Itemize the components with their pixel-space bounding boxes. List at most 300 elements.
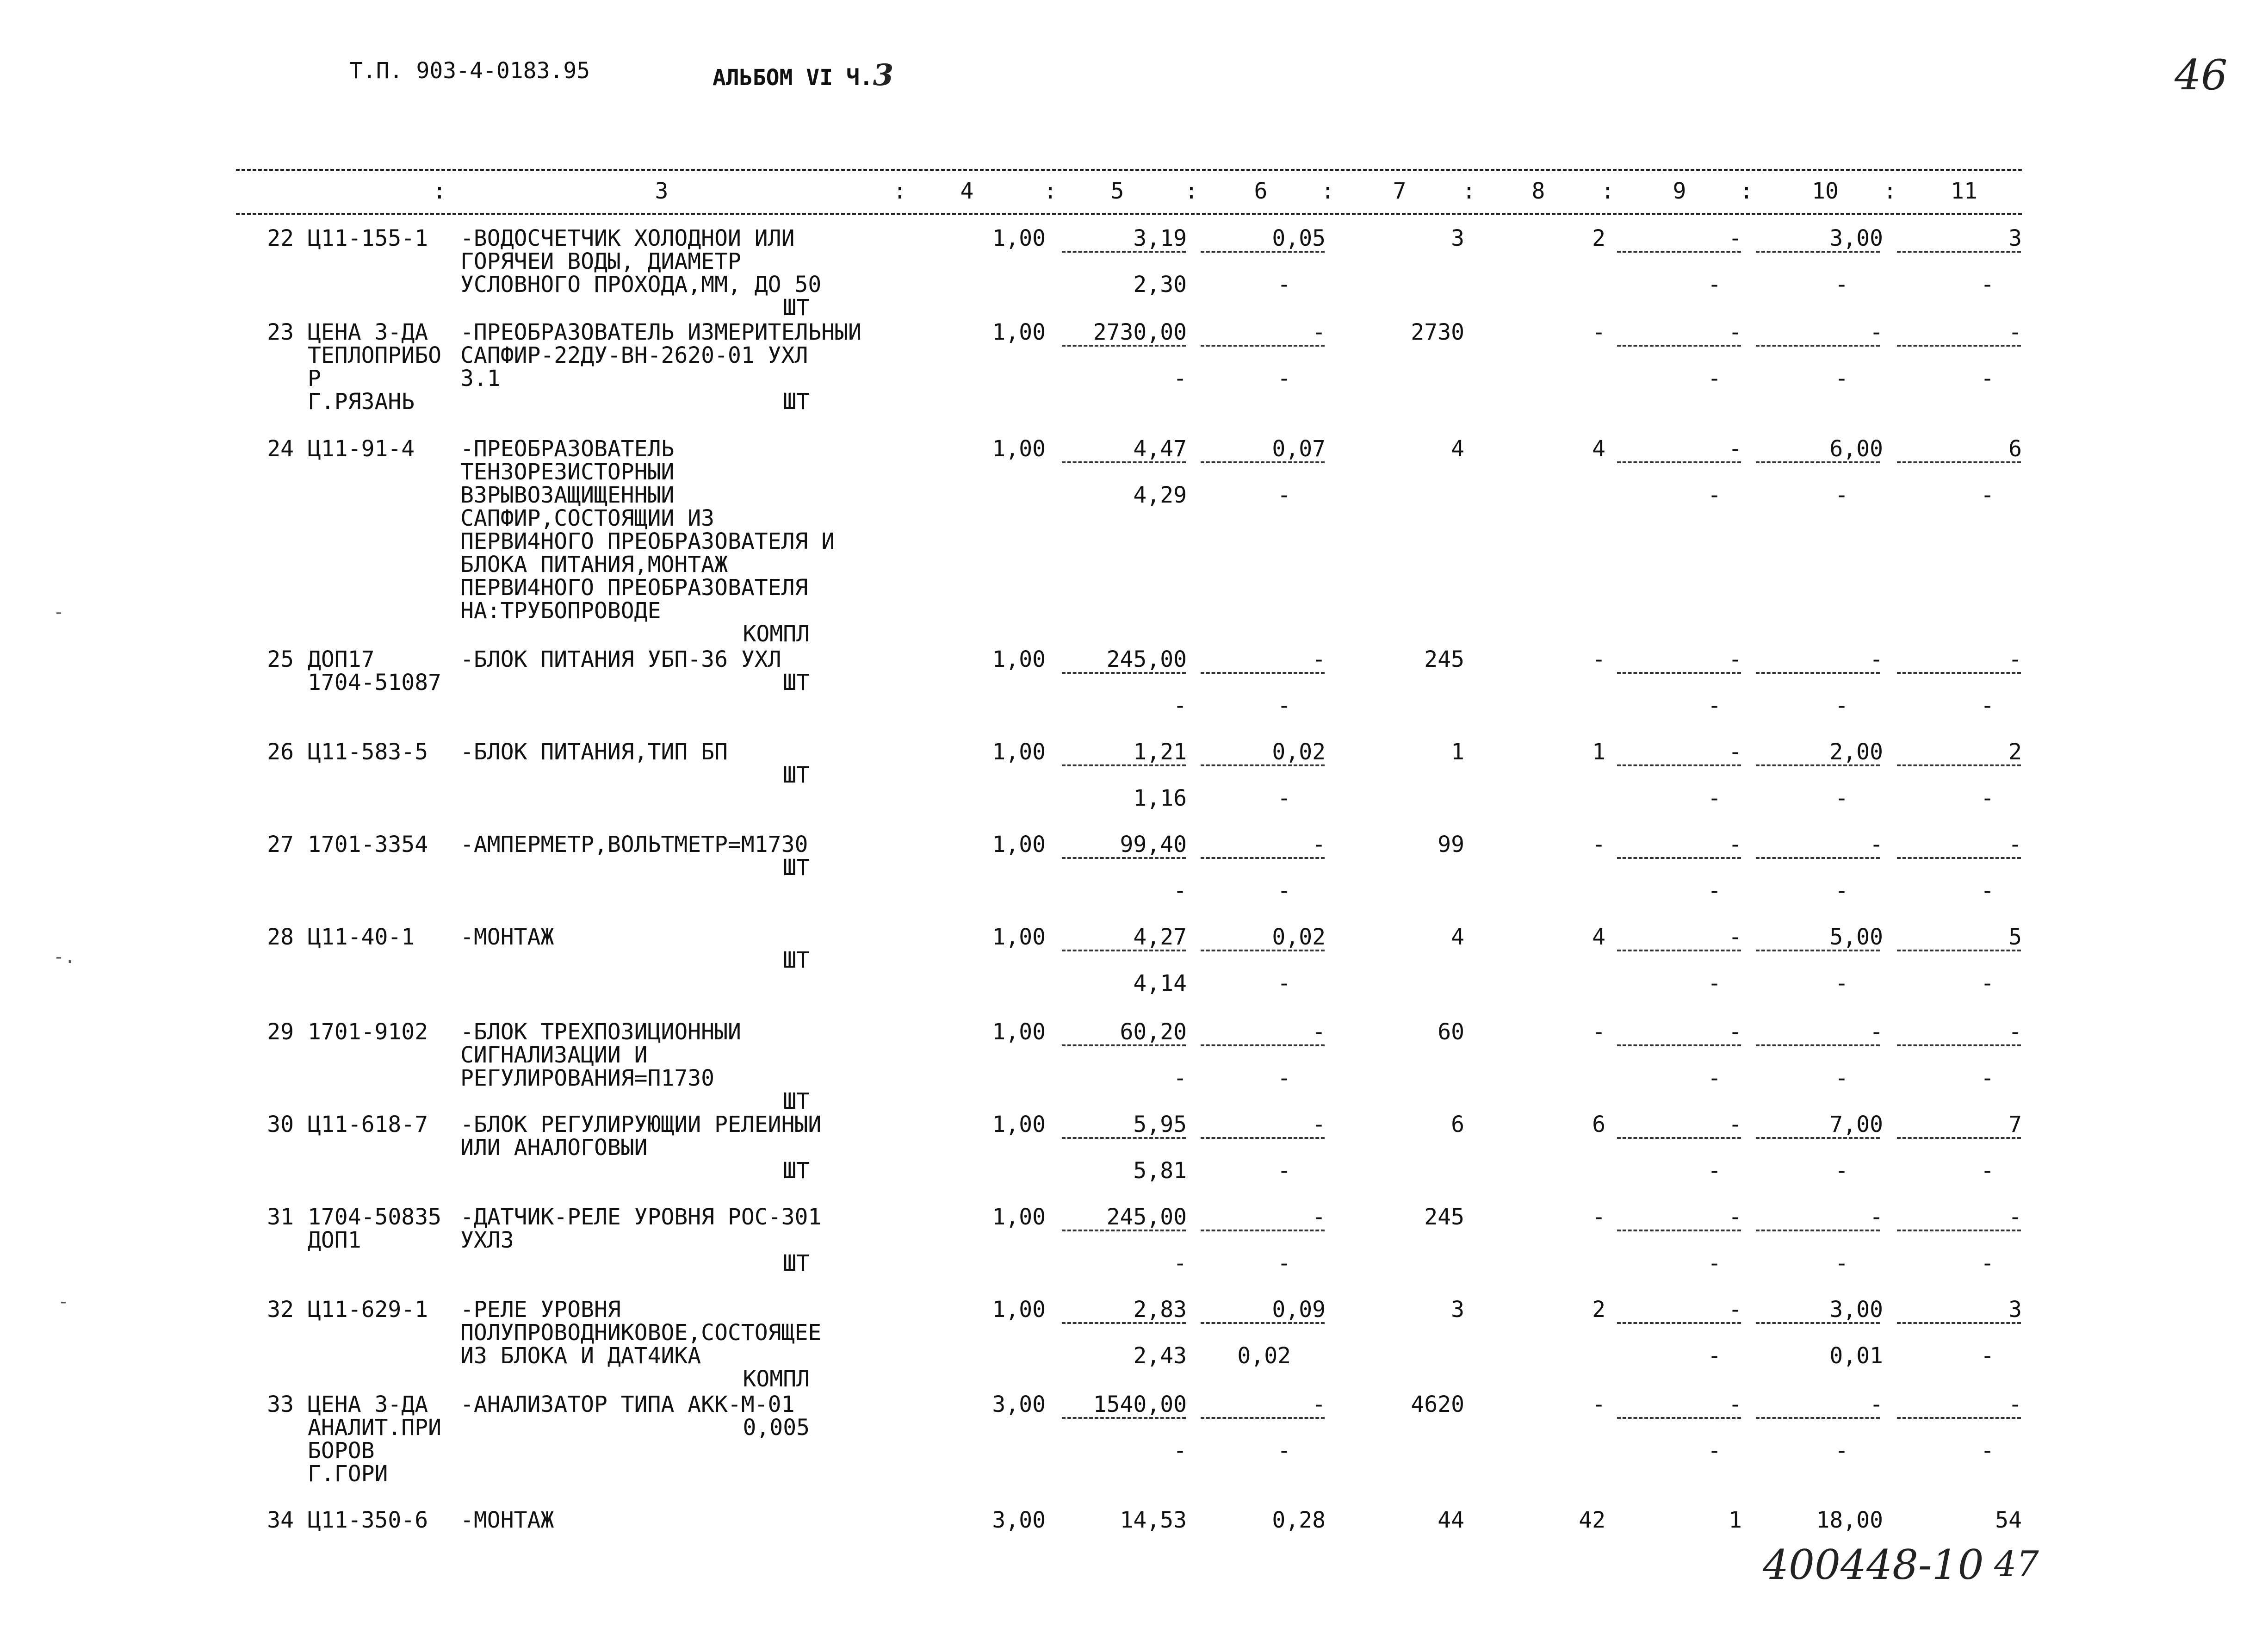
labor-hours-secondary: -	[1835, 878, 1848, 904]
item-description: ИЗ БЛОКА И ДАТ4ИКА	[460, 1343, 701, 1369]
total-cost: 99	[1438, 832, 1464, 857]
total-labor: 6	[2008, 436, 2022, 462]
quantity: 3,00	[992, 1392, 1046, 1417]
labor-hours: 2,00	[1829, 739, 1883, 765]
resource-code: 1701-3354	[308, 832, 428, 857]
machine-operation: -	[1729, 1019, 1742, 1045]
subtotal-dash-rule	[1201, 950, 1325, 951]
labor-hours: -	[1870, 1019, 1883, 1045]
item-description: -БЛОК ПИТАНИЯ,ТИП БП	[460, 739, 728, 765]
subtotal-dash-rule	[1062, 1417, 1186, 1419]
total-wages: -	[1592, 1204, 1605, 1230]
unit-price-secondary: -	[1173, 1250, 1187, 1276]
total-wages: 6	[1592, 1112, 1605, 1137]
unit-price: 60,20	[1120, 1019, 1187, 1045]
unit-of-measure: ШТ	[783, 855, 810, 881]
wage-secondary: -	[1277, 693, 1291, 719]
resource-code: Ц11-629-1	[308, 1297, 428, 1323]
unit-price-secondary: 4,29	[1133, 482, 1187, 508]
footer-page-handwritten: 47	[1994, 1543, 2039, 1584]
total-labor: 3	[2008, 1297, 2022, 1323]
unit-price-secondary: 2,30	[1133, 272, 1187, 298]
row-number: 31	[267, 1204, 294, 1230]
resource-code: БОРОВ	[308, 1438, 375, 1464]
subtotal-dash-rule	[1617, 1417, 1741, 1419]
unit-price-secondary: 5,81	[1133, 1158, 1187, 1184]
quantity: 1,00	[992, 436, 1046, 462]
resource-code: Г.ГОРИ	[308, 1461, 388, 1487]
table-row	[0, 436, 2268, 647]
total-labor-secondary: -	[1981, 1343, 1994, 1369]
subtotal-dash-rule	[1897, 764, 2021, 766]
labor-hours: -	[1870, 1204, 1883, 1230]
quantity: 1,00	[992, 1019, 1046, 1045]
column-header-8: 8	[1531, 178, 1545, 204]
table-row	[0, 648, 2268, 731]
machine-operation: -	[1729, 646, 1742, 672]
subtotal-dash-rule	[1201, 857, 1325, 859]
total-wages: 42	[1579, 1507, 1605, 1533]
total-wages: 1	[1592, 739, 1605, 765]
total-cost: 3	[1451, 225, 1464, 251]
subtotal-dash-rule	[1756, 857, 1880, 859]
item-description: ВЗРЫВОЗАЩИЩЕННЫИ	[460, 482, 675, 508]
total-cost: 6	[1451, 1112, 1464, 1137]
subtotal-dash-rule	[1617, 764, 1741, 766]
labor-hours-secondary: -	[1835, 1438, 1848, 1464]
total-wages: -	[1592, 646, 1605, 672]
wage-per-unit: -	[1312, 1204, 1326, 1230]
item-description: -БЛОК ПИТАНИЯ УБП-36 УХЛ	[460, 646, 781, 672]
item-description: -РЕЛЕ УРОВНЯ	[460, 1297, 621, 1323]
wage-secondary: -	[1277, 1250, 1291, 1276]
item-description: БЛОКА ПИТАНИЯ,МОНТАЖ	[460, 552, 728, 578]
machine-secondary: -	[1708, 366, 1721, 391]
unit-price-secondary: -	[1173, 366, 1187, 391]
total-wages: -	[1592, 1392, 1605, 1417]
labor-hours: 3,00	[1829, 225, 1883, 251]
column-separator: :	[1883, 178, 1897, 204]
subtotal-dash-rule	[1201, 764, 1325, 766]
item-description: ТЕНЗОРЕЗИСТОРНЫИ	[460, 459, 675, 485]
machine-operation: -	[1729, 225, 1742, 251]
unit-price: 99,40	[1120, 832, 1187, 857]
wage-secondary: -	[1277, 1065, 1291, 1091]
unit-price: 14,53	[1120, 1507, 1187, 1533]
labor-hours: -	[1870, 832, 1883, 857]
labor-hours: -	[1870, 1392, 1883, 1417]
labor-hours-secondary: -	[1835, 970, 1848, 996]
unit-price-secondary: -	[1173, 1438, 1187, 1464]
total-labor: 7	[2008, 1112, 2022, 1137]
item-description: УСЛОВНОГО ПРОХОДА,ММ, ДО 50	[460, 272, 822, 298]
subtotal-dash-rule	[1062, 345, 1186, 347]
total-wages: -	[1592, 1019, 1605, 1045]
labor-hours-secondary: 0,01	[1829, 1343, 1883, 1369]
total-labor: 54	[1995, 1507, 2022, 1533]
quantity: 1,00	[992, 319, 1046, 345]
wage-per-unit: 0,07	[1272, 436, 1326, 462]
column-header-9: 9	[1673, 178, 1686, 204]
subtotal-dash-rule	[1062, 1137, 1186, 1139]
subtotal-dash-rule	[1897, 857, 2021, 859]
wage-secondary: -	[1277, 482, 1291, 508]
subtotal-dash-rule	[1201, 461, 1325, 463]
quantity: 1,00	[992, 1297, 1046, 1323]
unit-of-measure: 0,005	[743, 1415, 810, 1441]
total-labor-secondary: -	[1981, 1438, 1994, 1464]
resource-code: Ц11-40-1	[308, 924, 415, 950]
machine-operation: -	[1729, 436, 1742, 462]
item-description: ИЛИ АНАЛОГОВЫИ	[460, 1135, 648, 1161]
unit-of-measure: ШТ	[783, 947, 810, 973]
item-description: -ПРЕОБРАЗОВАТЕЛЬ	[460, 436, 675, 462]
item-description: ПЕРВИ4НОГО ПРЕОБРАЗОВАТЕЛЯ И	[460, 528, 835, 554]
table-row	[0, 1019, 2268, 1114]
subtotal-dash-rule	[1617, 857, 1741, 859]
subtotal-dash-rule	[1756, 672, 1880, 674]
subtotal-dash-rule	[1897, 1417, 2021, 1419]
labor-hours-secondary: -	[1835, 1158, 1848, 1184]
unit-price: 1540,00	[1093, 1392, 1187, 1417]
item-description: -ПРЕОБРАЗОВАТЕЛЬ ИЗМЕРИТЕЛЬНЫИ	[460, 319, 861, 345]
resource-code: ДОП1	[308, 1227, 361, 1253]
unit-price-secondary: 1,16	[1133, 785, 1187, 811]
machine-operation: -	[1729, 832, 1742, 857]
subtotal-dash-rule	[1201, 672, 1325, 674]
table-row	[0, 319, 2268, 415]
item-description: РЕГУЛИРОВАНИЯ=П1730	[460, 1065, 715, 1091]
resource-code: 1701-9102	[308, 1019, 428, 1045]
subtotal-dash-rule	[1062, 1044, 1186, 1046]
subtotal-dash-rule	[1062, 1322, 1186, 1324]
labor-hours-secondary: -	[1835, 693, 1848, 719]
wage-per-unit: -	[1312, 319, 1326, 345]
labor-hours: 5,00	[1829, 924, 1883, 950]
wage-per-unit: 0,28	[1272, 1507, 1326, 1533]
subtotal-dash-rule	[1756, 345, 1880, 347]
subtotal-dash-rule	[1617, 1322, 1741, 1324]
machine-secondary: -	[1708, 1250, 1721, 1276]
subtotal-dash-rule	[1062, 461, 1186, 463]
column-separator: :	[1184, 178, 1198, 204]
machine-secondary: -	[1708, 1065, 1721, 1091]
column-header-6: 6	[1254, 178, 1268, 204]
resource-code: АНАЛИТ.ПРИ	[308, 1415, 441, 1441]
total-labor-secondary: -	[1981, 1250, 1994, 1276]
quantity: 1,00	[992, 924, 1046, 950]
total-cost: 1	[1451, 739, 1464, 765]
total-cost: 60	[1438, 1019, 1464, 1045]
wage-secondary: -	[1277, 878, 1291, 904]
item-description: СИГНАЛИЗАЦИИ И	[460, 1042, 648, 1068]
item-description: -БЛОК РЕГУЛИРУЮЩИИ РЕЛЕИНЫИ	[460, 1112, 822, 1137]
total-labor: -	[2008, 1392, 2022, 1417]
subtotal-dash-rule	[1062, 764, 1186, 766]
unit-of-measure: ШТ	[783, 295, 810, 321]
machine-secondary: -	[1708, 785, 1721, 811]
column-header-10: 10	[1812, 178, 1839, 204]
labor-hours: 6,00	[1829, 436, 1883, 462]
row-number: 25	[267, 646, 294, 672]
subtotal-dash-rule	[1617, 1044, 1741, 1046]
unit-price: 4,47	[1133, 436, 1187, 462]
machine-operation: -	[1729, 1297, 1742, 1323]
table-row	[0, 1297, 2268, 1392]
unit-price: 2730,00	[1093, 319, 1187, 345]
wage-secondary: -	[1277, 1438, 1291, 1464]
unit-of-measure: ШТ	[783, 1088, 810, 1114]
subtotal-dash-rule	[1062, 1230, 1186, 1231]
margin-mark: -	[53, 602, 65, 623]
resource-code: Р	[308, 366, 321, 391]
wage-per-unit: -	[1312, 1392, 1326, 1417]
subtotal-dash-rule	[1201, 1322, 1325, 1324]
subtotal-dash-rule	[1897, 1137, 2021, 1139]
item-description: ПЕРВИ4НОГО ПРЕОБРАЗОВАТЕЛЯ	[460, 575, 808, 601]
wage-per-unit: 0,09	[1272, 1297, 1326, 1323]
unit-price: 3,19	[1133, 225, 1187, 251]
subtotal-dash-rule	[1897, 950, 2021, 951]
row-number: 27	[267, 832, 294, 857]
resource-code: Ц11-618-7	[308, 1112, 428, 1137]
item-description: ПОЛУПРОВОДНИКОВОЕ,СОСТОЯЩЕЕ	[460, 1320, 822, 1346]
total-labor: -	[2008, 1019, 2022, 1045]
unit-price-secondary: -	[1173, 693, 1187, 719]
total-wages: 4	[1592, 436, 1605, 462]
total-cost: 4620	[1411, 1392, 1464, 1417]
wage-secondary: -	[1277, 970, 1291, 996]
total-cost: 44	[1438, 1507, 1464, 1533]
total-labor-secondary: -	[1981, 1158, 1994, 1184]
total-labor-secondary: -	[1981, 482, 1994, 508]
labor-hours-secondary: -	[1835, 1250, 1848, 1276]
subtotal-dash-rule	[1756, 461, 1880, 463]
item-description: -БЛОК ТРЕХПОЗИЦИОННЫИ	[460, 1019, 741, 1045]
subtotal-dash-rule	[1756, 950, 1880, 951]
total-labor: -	[2008, 646, 2022, 672]
item-description: ГОРЯЧЕИ ВОДЫ, ДИАМЕТР	[460, 248, 741, 274]
footer-handwritten-code: 400448-10	[1763, 1541, 1984, 1589]
unit-of-measure: КОМПЛ	[743, 1366, 810, 1392]
unit-price: 1,21	[1133, 739, 1187, 765]
unit-price-secondary: -	[1173, 878, 1187, 904]
page-number-handwritten: 46	[2175, 51, 2228, 99]
unit-of-measure: ШТ	[783, 1250, 810, 1276]
machine-secondary: -	[1708, 1158, 1721, 1184]
column-separator: :	[1601, 178, 1615, 204]
total-labor-secondary: -	[1981, 366, 1994, 391]
item-description: 3.1	[460, 366, 501, 391]
column-separator: :	[433, 178, 446, 204]
item-description: -ВОДОСЧЕТЧИК ХОЛОДНОИ ИЛИ	[460, 225, 795, 251]
table-row	[0, 926, 2268, 1009]
row-number: 34	[267, 1507, 294, 1533]
total-wages: -	[1592, 319, 1605, 345]
row-number: 26	[267, 739, 294, 765]
labor-hours: -	[1870, 646, 1883, 672]
subtotal-dash-rule	[1201, 345, 1325, 347]
column-separator: :	[1740, 178, 1754, 204]
machine-operation: -	[1729, 924, 1742, 950]
item-description: -АНАЛИЗАТОР ТИПА АКК-М-01	[460, 1392, 795, 1417]
column-separator: :	[893, 178, 907, 204]
total-labor-secondary: -	[1981, 970, 1994, 996]
machine-operation: -	[1729, 1392, 1742, 1417]
row-number: 28	[267, 924, 294, 950]
item-description: НА:ТРУБОПРОВОДЕ	[460, 598, 661, 624]
labor-hours-secondary: -	[1835, 482, 1848, 508]
total-cost: 4	[1451, 436, 1464, 462]
column-header-7: 7	[1393, 178, 1407, 204]
subtotal-dash-rule	[1756, 1137, 1880, 1139]
subtotal-dash-rule	[1756, 764, 1880, 766]
subtotal-dash-rule	[1062, 672, 1186, 674]
table-row	[0, 833, 2268, 916]
labor-hours: 3,00	[1829, 1297, 1883, 1323]
wage-secondary: -	[1277, 785, 1291, 811]
column-header-3: 3	[655, 178, 669, 204]
wage-per-unit: -	[1312, 646, 1326, 672]
item-description: САПФИР,СОСТОЯЩИИ ИЗ	[460, 505, 715, 531]
labor-hours-secondary: -	[1835, 366, 1848, 391]
total-wages: 2	[1592, 225, 1605, 251]
item-description: -ДАТЧИК-РЕЛЕ УРОВНЯ РОС-301	[460, 1204, 822, 1230]
subtotal-dash-rule	[1617, 1137, 1741, 1139]
row-number: 29	[267, 1019, 294, 1045]
wage-per-unit: 0,02	[1272, 739, 1326, 765]
unit-price: 245,00	[1106, 1204, 1187, 1230]
unit-of-measure: ШТ	[783, 670, 810, 696]
machine-secondary: -	[1708, 878, 1721, 904]
unit-price: 2,83	[1133, 1297, 1187, 1323]
subtotal-dash-rule	[1756, 251, 1880, 253]
total-labor-secondary: -	[1981, 878, 1994, 904]
total-labor: 2	[2008, 739, 2022, 765]
subtotal-dash-rule	[1756, 1044, 1880, 1046]
column-separator: :	[1321, 178, 1335, 204]
subtotal-dash-rule	[1897, 1322, 2021, 1324]
unit-of-measure: ШТ	[783, 389, 810, 415]
unit-of-measure: ШТ	[783, 1158, 810, 1184]
subtotal-dash-rule	[1897, 251, 2021, 253]
subtotal-dash-rule	[1062, 251, 1186, 253]
table-row	[0, 1113, 2268, 1196]
item-description: САПФИР-22ДУ-ВН-2620-01 УХЛ	[460, 342, 808, 368]
column-separator: :	[1462, 178, 1476, 204]
table-row	[0, 1392, 2268, 1487]
machine-operation: -	[1729, 1204, 1742, 1230]
row-number: 24	[267, 436, 294, 462]
unit-price: 5,95	[1133, 1112, 1187, 1137]
wage-secondary: -	[1277, 366, 1291, 391]
unit-price-secondary: 2,43	[1133, 1343, 1187, 1369]
subtotal-dash-rule	[1756, 1322, 1880, 1324]
row-number: 33	[267, 1392, 294, 1417]
quantity: 1,00	[992, 225, 1046, 251]
subtotal-dash-rule	[1897, 461, 2021, 463]
labor-hours-secondary: -	[1835, 785, 1848, 811]
subtotal-dash-rule	[1617, 672, 1741, 674]
total-cost: 245	[1424, 1204, 1464, 1230]
margin-mark: -	[58, 1291, 69, 1312]
machine-secondary: -	[1708, 693, 1721, 719]
unit-of-measure: КОМПЛ	[743, 621, 810, 647]
total-labor: -	[2008, 1204, 2022, 1230]
row-number: 22	[267, 225, 294, 251]
unit-price: 245,00	[1106, 646, 1187, 672]
wage-secondary: -	[1277, 272, 1291, 298]
wage-per-unit: 0,05	[1272, 225, 1326, 251]
resource-code: ЦЕНА З-ДА	[308, 1392, 428, 1417]
column-separator: :	[1043, 178, 1057, 204]
row-number: 32	[267, 1297, 294, 1323]
machine-operation: 1	[1729, 1507, 1742, 1533]
total-labor-secondary: -	[1981, 1065, 1994, 1091]
column-header-4: 4	[960, 178, 974, 204]
quantity: 3,00	[992, 1507, 1046, 1533]
subtotal-dash-rule	[1897, 1044, 2021, 1046]
machine-operation: -	[1729, 739, 1742, 765]
item-description: -МОНТАЖ	[460, 924, 554, 950]
quantity: 1,00	[992, 739, 1046, 765]
quantity: 1,00	[992, 832, 1046, 857]
labor-hours-secondary: -	[1835, 272, 1848, 298]
item-description: -МОНТАЖ	[460, 1507, 554, 1533]
subtotal-dash-rule	[1062, 857, 1186, 859]
wage-per-unit: -	[1312, 832, 1326, 857]
item-description: УХЛ3	[460, 1227, 514, 1253]
labor-hours: -	[1870, 319, 1883, 345]
machine-operation: -	[1729, 319, 1742, 345]
column-header-5: 5	[1110, 178, 1124, 204]
album-text: АЛЬБОМ VI Ч.	[713, 65, 873, 91]
subtotal-dash-rule	[1201, 1417, 1325, 1419]
table-row	[0, 1205, 2268, 1289]
total-labor-secondary: -	[1981, 272, 1994, 298]
resource-code: Ц11-155-1	[308, 225, 428, 251]
row-number: 23	[267, 319, 294, 345]
total-labor: -	[2008, 832, 2022, 857]
row-number: 30	[267, 1112, 294, 1137]
subtotal-dash-rule	[1201, 1044, 1325, 1046]
subtotal-dash-rule	[1201, 1230, 1325, 1231]
subtotal-dash-rule	[1617, 251, 1741, 253]
subtotal-dash-rule	[1201, 251, 1325, 253]
total-wages: 4	[1592, 924, 1605, 950]
quantity: 1,00	[992, 646, 1046, 672]
unit-price-secondary: -	[1173, 1065, 1187, 1091]
subtotal-dash-rule	[1897, 345, 2021, 347]
machine-operation: -	[1729, 1112, 1742, 1137]
total-cost: 2730	[1411, 319, 1464, 345]
quantity: 1,00	[992, 1112, 1046, 1137]
subtotal-dash-rule	[1756, 1417, 1880, 1419]
document-code: Т.П. 903-4-0183.95	[349, 58, 590, 84]
labor-hours: 18,00	[1816, 1507, 1883, 1533]
unit-price-secondary: 4,14	[1133, 970, 1187, 996]
total-labor: 5	[2008, 924, 2022, 950]
subtotal-dash-rule	[1897, 1230, 2021, 1231]
subtotal-dash-rule	[1756, 1230, 1880, 1231]
machine-secondary: -	[1708, 970, 1721, 996]
total-cost: 4	[1451, 924, 1464, 950]
resource-code: Г.РЯЗАНЬ	[308, 389, 415, 415]
column-header-11: 11	[1951, 178, 1977, 204]
subtotal-dash-rule	[1062, 950, 1186, 951]
resource-code: Ц11-350-6	[308, 1507, 428, 1533]
subtotal-dash-rule	[1201, 1137, 1325, 1139]
